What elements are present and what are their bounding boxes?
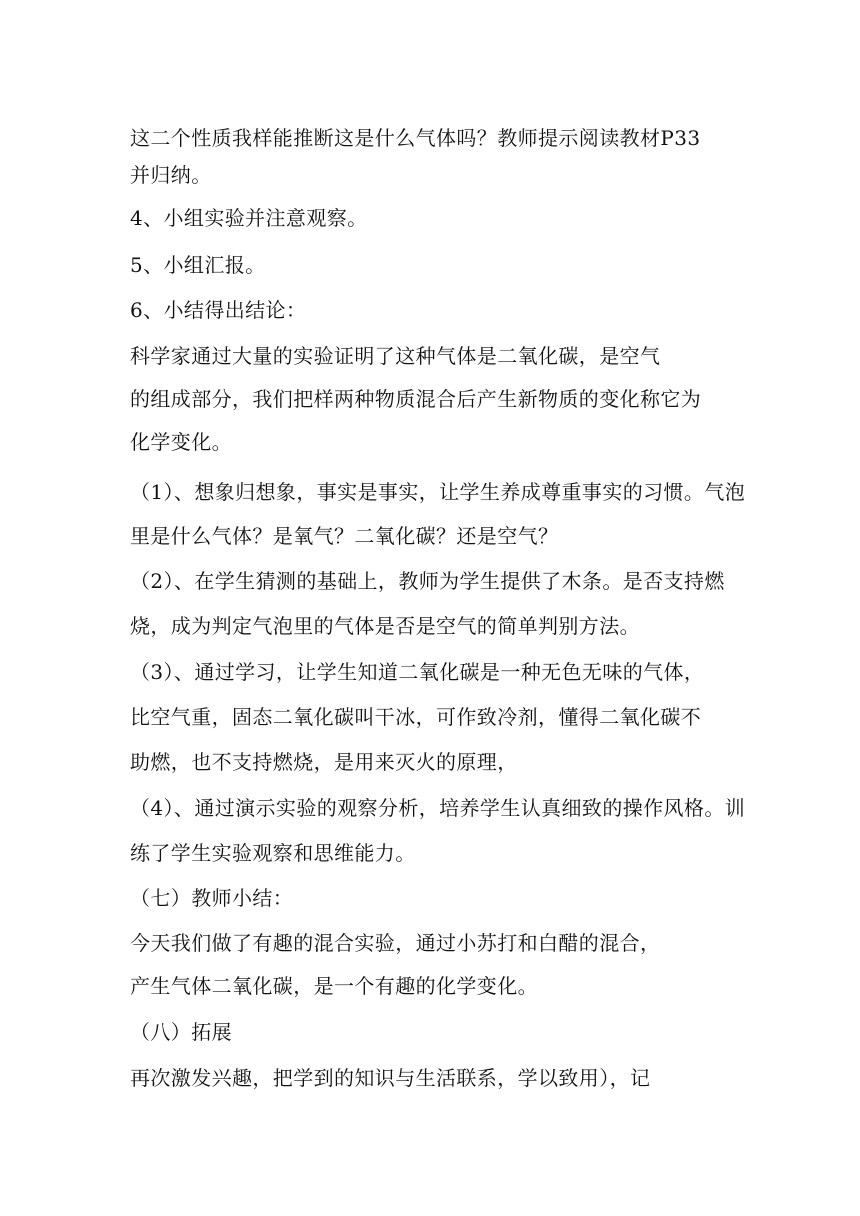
- text-line: 科学家通过大量的实验证明了这种气体是二氧化碳，是空气: [130, 344, 661, 368]
- text-line: 的组成部分，我们把样两种物质混合后产生新物质的变化称它为: [130, 387, 702, 411]
- text-line: 比空气重，固态二氧化碳叫干冰，可作致冷剂，懂得二氧化碳不: [130, 705, 702, 729]
- text-line: 再次激发兴趣，把学到的知识与生活联系，学以致用），记: [130, 1066, 651, 1090]
- text-line: 今天我们做了有趣的混合实验，通过小苏打和白醋的混合，: [130, 931, 661, 955]
- text-line: （七）教师小结：: [130, 886, 294, 910]
- text-line: （1）、想象归想象，事实是事实，让学生养成尊重事实的习惯。气泡: [130, 480, 746, 504]
- text-line: 并归纳。: [130, 163, 212, 187]
- text-line: （4）、通过演示实验的观察分析，培养学生认真细致的操作风格。训: [130, 796, 746, 820]
- text-line: 6、小结得出结论：: [130, 298, 307, 322]
- text-line: 4、小组实验并注意观察。: [130, 206, 368, 230]
- text-line: 5、小组汇报。: [130, 253, 266, 277]
- text-line: 产生气体二氧化碳，是一个有趣的化学变化。: [130, 974, 538, 998]
- text-line: 助燃，也不支持燃烧，是用来灭火的原理，: [130, 750, 518, 774]
- text-line: 烧，成为判定气泡里的气体是否是空气的简单判别方法。: [130, 614, 640, 638]
- text-line: 练了学生实验观察和思维能力。: [130, 841, 416, 865]
- text-line: 这二个性质我样能推断这是什么气体吗？教师提示阅读教材P33: [130, 126, 701, 150]
- text-line: （2）、在学生猜测的基础上，教师为学生提供了木条。是否支持燃: [130, 569, 725, 593]
- text-line: （八）拓展: [130, 1020, 232, 1044]
- text-line: 化学变化。: [130, 430, 232, 454]
- text-line: （3）、通过学习，让学生知道二氧化碳是一种无色无味的气体，: [130, 660, 705, 684]
- text-line: 里是什么气体？是氧气？二氧化碳？还是空气？: [130, 524, 559, 548]
